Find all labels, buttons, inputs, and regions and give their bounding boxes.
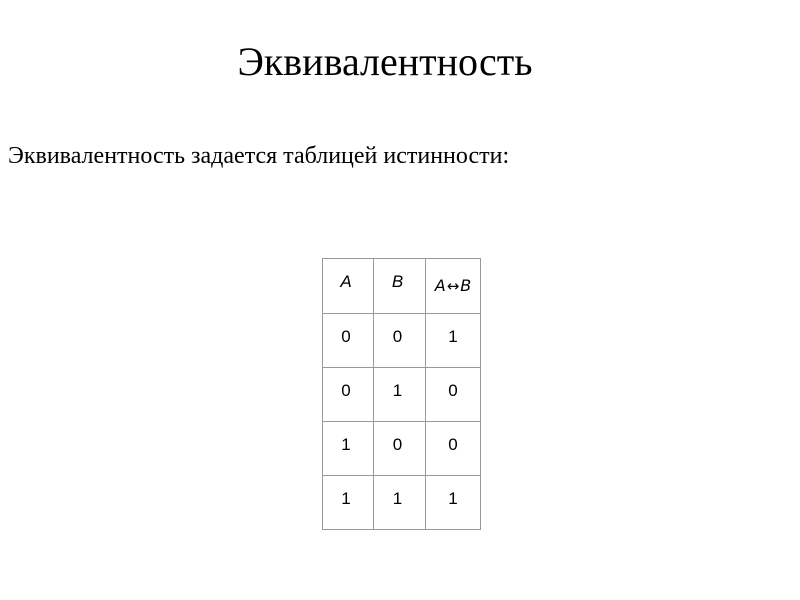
- cell-a: [323, 476, 374, 530]
- truth-table-header-row: [323, 259, 481, 314]
- table-row: [323, 476, 481, 530]
- header-b: [374, 259, 426, 314]
- cell-a-value: 0: [341, 381, 351, 400]
- formula-left-operand: A: [434, 276, 446, 295]
- cell-result-value: 0: [448, 381, 458, 400]
- cell-b: [374, 422, 426, 476]
- header-b-label: B: [391, 272, 404, 291]
- cell-result: [426, 314, 481, 368]
- header-a: [323, 259, 374, 314]
- cell-result: [426, 476, 481, 530]
- cell-result: [426, 368, 481, 422]
- cell-b-value: 0: [392, 435, 403, 454]
- cell-b-value: 1: [392, 489, 403, 508]
- table-row: [323, 422, 481, 476]
- cell-b: [374, 476, 426, 530]
- cell-a: [323, 314, 374, 368]
- cell-b: [374, 314, 426, 368]
- cell-b-value: 0: [392, 327, 403, 346]
- table-row: [323, 368, 481, 422]
- cell-a-value: 0: [341, 327, 351, 346]
- header-a-label: A: [340, 272, 352, 291]
- cell-a: [323, 368, 374, 422]
- truth-table: [322, 258, 481, 530]
- cell-a: [323, 422, 374, 476]
- cell-result: [426, 422, 481, 476]
- header-equivalence: [426, 259, 481, 314]
- table-row: [323, 314, 481, 368]
- header-equivalence-formula: [426, 259, 480, 295]
- cell-a-value: 1: [341, 489, 351, 508]
- formula-right-operand: B: [460, 276, 472, 295]
- slide-body-text: Эквивалентность задается таблицей истинности:: [8, 143, 510, 169]
- cell-a-value: 1: [341, 435, 351, 454]
- cell-result-value: 1: [448, 327, 458, 346]
- cell-b: [374, 368, 426, 422]
- cell-b-value: 1: [392, 381, 403, 400]
- equivalence-arrow-icon: ↔: [446, 277, 460, 295]
- cell-result-value: 1: [448, 489, 458, 508]
- slide-title: Эквивалентность: [237, 39, 533, 84]
- cell-result-value: 0: [448, 435, 458, 454]
